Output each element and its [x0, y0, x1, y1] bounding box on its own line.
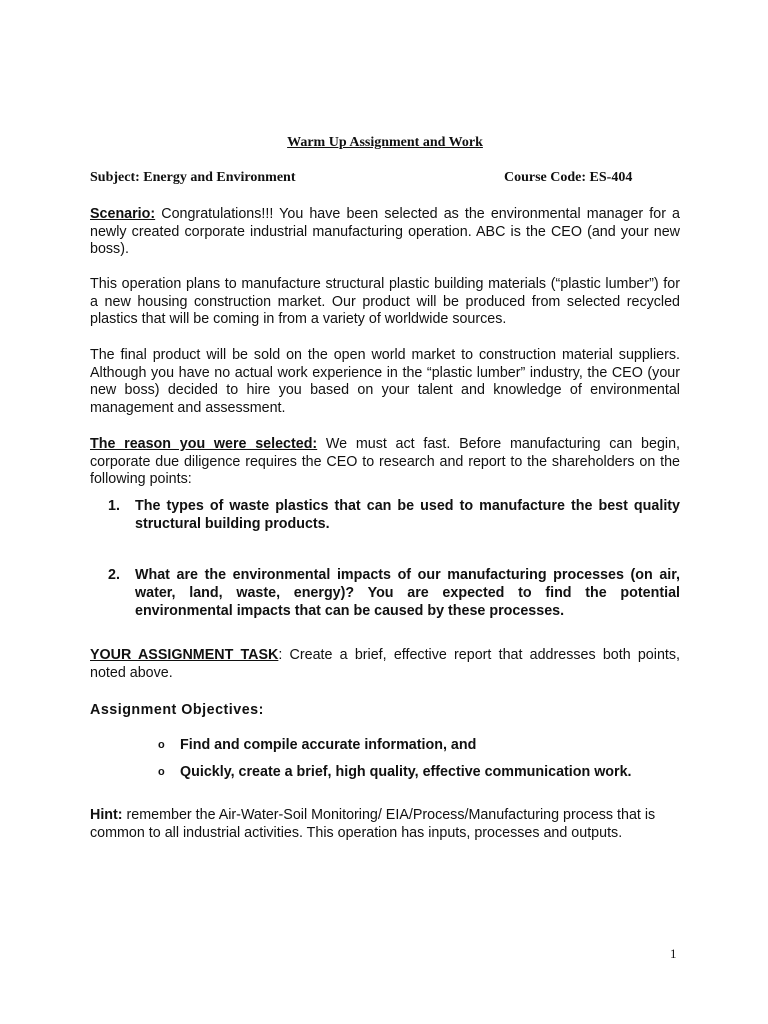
point-2-number: 2. [108, 567, 120, 583]
task-label: YOUR ASSIGNMENT TASK [90, 647, 279, 663]
task-text: : Create a brief, effective report that addresses both points, noted above. [90, 647, 680, 681]
reason-text: We must act fast. Before manufacturing can begin, corporate due diligence requires the CEO to research and report to the shareholders on the following points: [90, 436, 680, 487]
bullet-icon: o [158, 766, 165, 778]
bullet-icon: o [158, 739, 165, 751]
final-product-paragraph: The final product will be sold on the open world market to construction material suppliers. Although you have no actual work experience in the “plastic lumber” industry, the CEO (your new boss) decided to hire you based on your talent and knowledge of environmental management and assessment. [90, 347, 680, 416]
objective-item-2 [158, 763, 632, 781]
point-2-text: What are the environmental impacts of our manufacturing processes (on air, water, land, waste, energy)? You are expected to find the potential environmental impacts that can be caused by these processes. [135, 567, 680, 619]
point-1-text: The types of waste plastics that can be used to manufacture the best quality structural building products. [135, 498, 680, 532]
objective-item-2-text: Quickly, create a brief, high quality, effective communication work. [180, 764, 632, 780]
document-page [90, 0, 680, 1024]
document-title: Warm Up Assignment and Work [287, 135, 483, 150]
hint-text: remember the Air-Water-Soil Monitoring/ EIA/Process/Manufacturing process that is common to all industrial activities. This operation has inputs, processes and outputs. [90, 807, 656, 841]
page-number: 1 [670, 946, 677, 961]
point-1-number: 1. [108, 498, 120, 514]
point-1 [108, 497, 680, 533]
hint-paragraph [90, 807, 660, 842]
task-paragraph [90, 647, 680, 682]
objective-item-1-text: Find and compile accurate information, and [180, 737, 477, 753]
reason-label: The reason you were selected: [90, 436, 318, 452]
scenario-text: Congratulations!!! You have been selected as the environmental manager for a newly created corporate industrial manufacturing operation. ABC is the CEO (and your new boss). [90, 206, 680, 257]
reason-paragraph [90, 436, 680, 489]
operation-paragraph: This operation plans to manufacture structural plastic building materials (“plastic lumber”) for a new housing construction market. Our product will be produced from selected recycled plastics that will be coming in from a variety of worldwide sources. [90, 276, 680, 327]
scenario-paragraph [90, 206, 680, 259]
point-2 [108, 566, 680, 620]
course-code: Course Code: ES-404 [504, 170, 633, 185]
scenario-label: Scenario: [90, 206, 156, 222]
subject-label: Subject: Energy and Environment [90, 170, 296, 185]
objective-item-1 [158, 736, 476, 754]
objectives-heading: Assignment Objectives: [90, 702, 264, 718]
subject-row [90, 169, 680, 187]
hint-label: Hint: [90, 807, 123, 823]
